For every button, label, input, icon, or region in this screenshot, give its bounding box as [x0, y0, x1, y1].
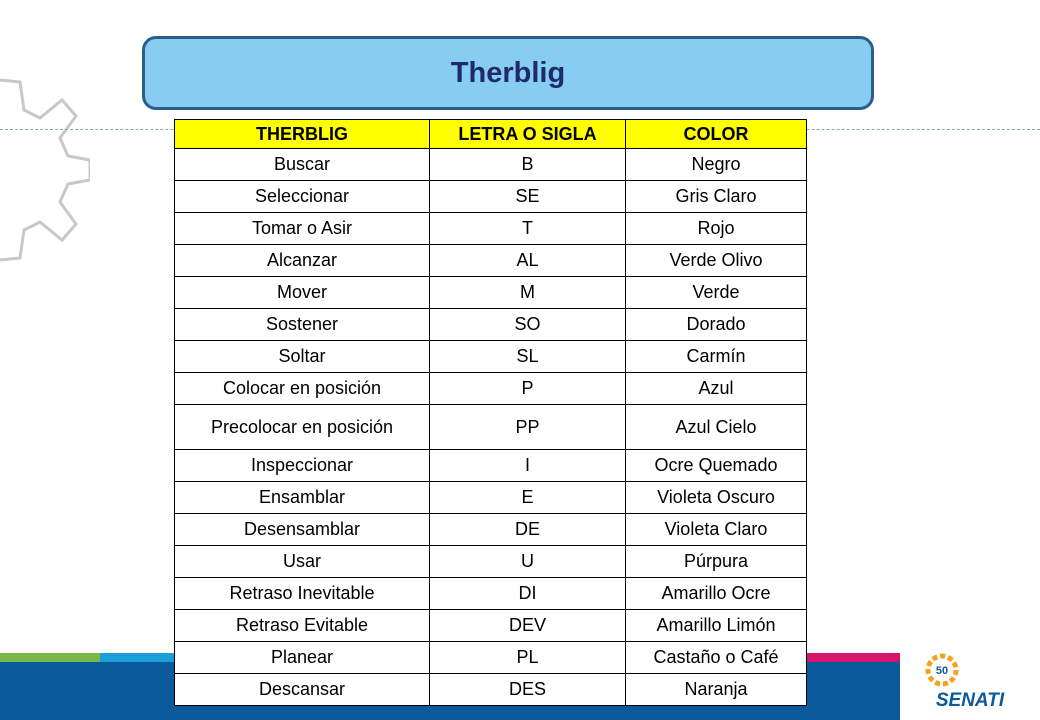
cell-color: Violeta Oscuro — [626, 482, 807, 514]
cell-color: Dorado — [626, 309, 807, 341]
table-row — [175, 674, 807, 706]
cell-sigla: SE — [430, 181, 626, 213]
table-row — [175, 450, 807, 482]
table-row — [175, 277, 807, 309]
cell-color: Amarillo Limón — [626, 610, 807, 642]
cell-color: Naranja — [626, 674, 807, 706]
cell-sigla: E — [430, 482, 626, 514]
table-row — [175, 578, 807, 610]
table-row — [175, 546, 807, 578]
cell-therblig: Planear — [175, 642, 430, 674]
column-header-color: COLOR — [626, 120, 807, 149]
cell-therblig: Usar — [175, 546, 430, 578]
cell-therblig: Desensamblar — [175, 514, 430, 546]
cell-sigla: PL — [430, 642, 626, 674]
cell-sigla: SO — [430, 309, 626, 341]
footer-stripe-green — [0, 653, 100, 662]
table-row — [175, 213, 807, 245]
cell-therblig: Retraso Inevitable — [175, 578, 430, 610]
cell-sigla: P — [430, 373, 626, 405]
cell-therblig: Ensamblar — [175, 482, 430, 514]
cell-color: Violeta Claro — [626, 514, 807, 546]
cell-color: Púrpura — [626, 546, 807, 578]
cell-color: Negro — [626, 149, 807, 181]
cell-color: Castaño o Café — [626, 642, 807, 674]
table-row — [175, 514, 807, 546]
cell-therblig: Retraso Evitable — [175, 610, 430, 642]
cell-color: Ocre Quemado — [626, 450, 807, 482]
table-row — [175, 309, 807, 341]
cell-sigla: I — [430, 450, 626, 482]
cell-sigla: DEV — [430, 610, 626, 642]
cell-therblig: Alcanzar — [175, 245, 430, 277]
therblig-table — [174, 119, 807, 706]
table-header-row — [175, 120, 807, 149]
cell-sigla: SL — [430, 341, 626, 373]
logo-brand: SENATI — [935, 690, 1005, 711]
cell-color: Azul Cielo — [626, 405, 807, 450]
cell-therblig: Soltar — [175, 341, 430, 373]
table-row — [175, 149, 807, 181]
gear-outline-icon — [0, 70, 90, 270]
title-banner — [142, 36, 874, 110]
cell-therblig: Tomar o Asir — [175, 213, 430, 245]
cell-therblig: Colocar en posición — [175, 373, 430, 405]
cell-therblig: Sostener — [175, 309, 430, 341]
table-row — [175, 610, 807, 642]
cell-color: Verde Olivo — [626, 245, 807, 277]
cell-therblig: Buscar — [175, 149, 430, 181]
cell-therblig: Mover — [175, 277, 430, 309]
cell-color: Rojo — [626, 213, 807, 245]
page-title: Therblig — [450, 56, 566, 89]
cell-therblig: Descansar — [175, 674, 430, 706]
cell-sigla: PP — [430, 405, 626, 450]
table-row — [175, 373, 807, 405]
cell-sigla: U — [430, 546, 626, 578]
cell-therblig: Inspeccionar — [175, 450, 430, 482]
senati-logo — [920, 650, 1020, 715]
table-row — [175, 341, 807, 373]
table-row — [175, 405, 807, 450]
column-header-sigla: LETRA O SIGLA — [430, 120, 626, 149]
cell-therblig: Seleccionar — [175, 181, 430, 213]
logo-years: 50 — [935, 665, 949, 677]
cell-sigla: AL — [430, 245, 626, 277]
cell-color: Gris Claro — [626, 181, 807, 213]
table-row — [175, 482, 807, 514]
cell-sigla: B — [430, 149, 626, 181]
cell-color: Carmín — [626, 341, 807, 373]
column-header-therblig: THERBLIG — [175, 120, 430, 149]
table-row — [175, 642, 807, 674]
cell-sigla: DE — [430, 514, 626, 546]
table-row — [175, 181, 807, 213]
cell-sigla: DI — [430, 578, 626, 610]
cell-sigla: M — [430, 277, 626, 309]
cell-color: Azul — [626, 373, 807, 405]
cell-color: Amarillo Ocre — [626, 578, 807, 610]
cell-sigla: DES — [430, 674, 626, 706]
cell-sigla: T — [430, 213, 626, 245]
table-row — [175, 245, 807, 277]
cell-color: Verde — [626, 277, 807, 309]
cell-therblig: Precolocar en posición — [175, 405, 430, 450]
